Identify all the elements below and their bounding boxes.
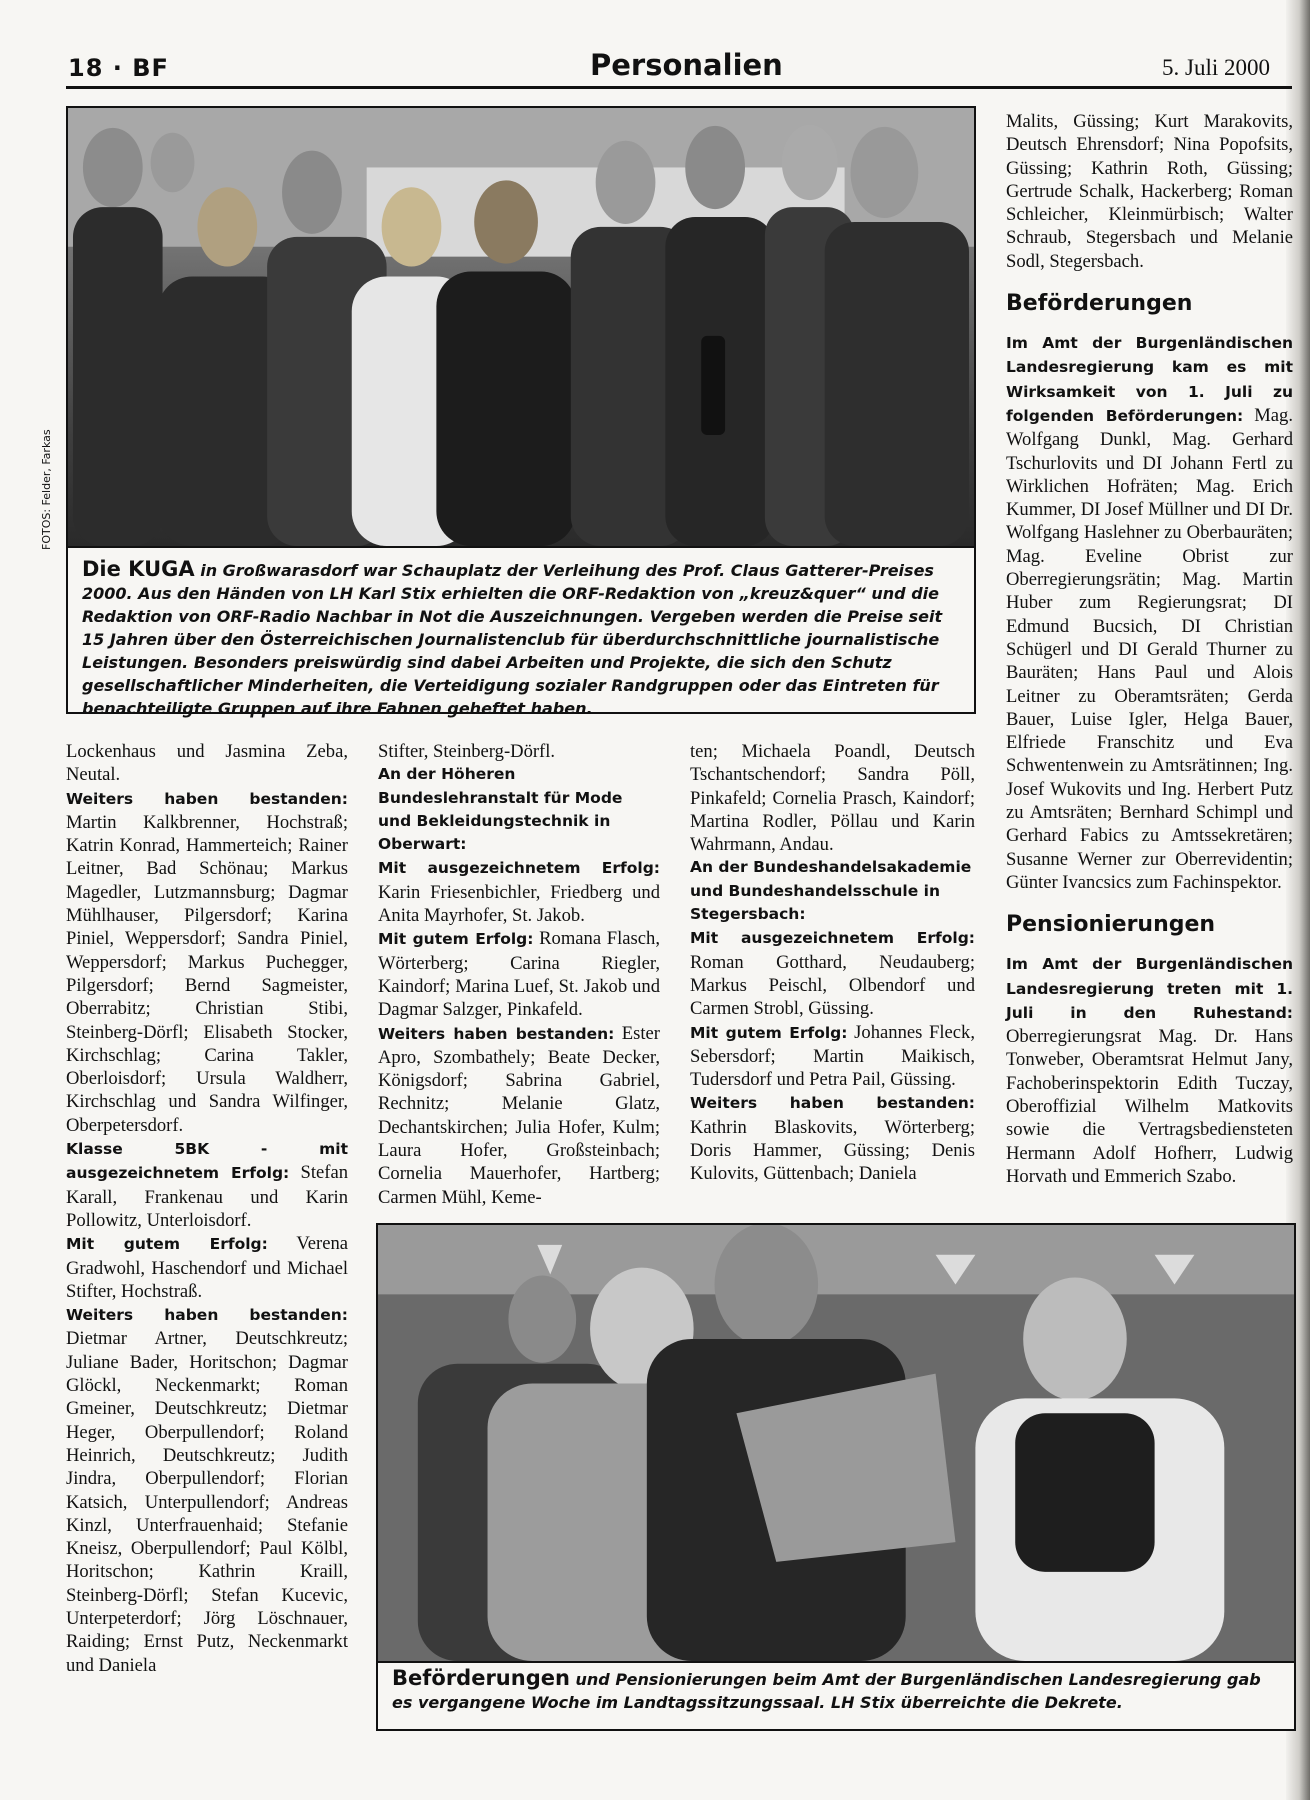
caption-lead: Die KUGA	[82, 557, 195, 581]
school-heading: An der Bundeshandelsakademie und Bundeshandelsschule in Stegersbach:	[690, 858, 972, 924]
paragraph-lead: Mit gutem Erfolg:	[66, 1235, 268, 1254]
paragraph-text: Johannes Fleck, Sebersdorf; Martin Maikisch, Tudersdorf und Petra Pail, Güssing.	[690, 1021, 976, 1091]
paragraph	[378, 856, 660, 927]
paragraph: Stifter, Steinberg-Dörfl.	[378, 741, 556, 762]
issue-date: 5. Juli 2000	[1162, 55, 1270, 80]
caption-lead: Beförderungen	[392, 1666, 570, 1690]
paragraph	[1006, 331, 1293, 894]
paragraph-lead: Im Amt der Burgenländischen Landesregierung treten mit 1. Juli in den Ruhestand:	[1006, 955, 1293, 1022]
paragraph-text: Ester Apro, Szombathely; Beate Decker, Königsdorf; Sabrina Gabriel, Rechnitz; Melanie Glatz, Dechantskirchen; Julia Hofer, Kulm; Laura Hofer, Großsteinbach; Cornelia Mauerhofer, Hartberg; Carmen Mühl, Keme-	[378, 1022, 661, 1208]
group-photo-caption	[66, 548, 976, 718]
handshake-photo-illustration	[378, 1225, 1294, 1661]
caption-text: in Großwarasdorf war Schauplatz der Verleihung des Prof. Claus Gatterer-Preises 2000. Aus den Händen von LH Karl Stix erhielten die ORF-Redaktion von „kreuz&quer“ und die Redaktion von ORF-Radio Nachbar in Not die Auszeichnungen. Vergeben werden die Preise seit 15 Jahren über den Österreichischen Journalistenclub für überdurchschnittliche journalistische Leistungen. Besonders preiswürdig sind dabei Arbeiten und Projekte, die sich den Schutz gesellschaftlicher Minderheiten, die Verteidigung sozialer Randgruppen oder das Eintreten für benachteiligte Gruppen auf ihre Fahnen geheftet haben.	[82, 561, 943, 718]
paragraph-text: Mag. Wolfgang Dunkl, Mag. Gerhard Tschurlovits und DI Johann Fertl zu Wirklichen Hofräten; Mag. Erich Kummer, DI Josef Müllner und DI Dr. Wolfgang Haslehner zu Oberbauräten; Mag. Eveline Obrist zur Oberregierungsrätin; Mag. Martin Huber zum Regierungsrat; DI Edmund Bucsich, DI Christian Schügerl und DI Gerald Thurner zu Bauräten; Hans Paul und Alois Leitner zu Oberamtsräten; Gerda Bauer, Luise Igler, Helga Bauer, Elfriede Franschitz und Eva Schwentenwein zu Amtsrätinnen; Ing. Josef Wukovits und Ing. Herbert Putz zu Amtsräten; Bernhard Schimpl und Gerhard Fabics zu Amtssekretären; Susanne Werner zur Oberrevidentin; Günter Ivancsics zum Fachinspektor.	[1006, 404, 1293, 893]
photo-credit: FOTOS: Felder, Farkas	[40, 429, 53, 550]
paragraph-lead: Mit ausgezeichnetem Erfolg:	[690, 929, 975, 948]
paragraph	[690, 926, 975, 1020]
paragraph-lead: Klasse 5BK - mit ausgezeichnetem Erfolg:	[66, 1140, 348, 1183]
paragraph-lead: Weiters haben bestanden:	[378, 1024, 615, 1043]
section-heading-befoerderungen: Beförderungen	[1006, 291, 1193, 317]
paragraph-text: Stefan Karall, Frankenau und Karin Pollowitz, Unterloisdorf.	[66, 1162, 348, 1231]
paragraph-text: Verena Gradwohl, Haschendorf und Michael Stifter, Hochstraß.	[66, 1233, 348, 1302]
paragraph-text: Kathrin Blaskovits, Wörterberg; Doris Hammer, Güssing; Denis Kulovits, Güttenbach; Daniela	[690, 1116, 975, 1185]
paragraph-lead: Im Amt der Burgenländischen Landesregierung kam es mit Wirksamkeit von 1. Juli zu folgenden Beförderungen:	[1006, 334, 1293, 425]
paragraph-text: Martin Kalkbrenner, Hochstraß; Katrin Konrad, Hammerteich; Rainer Leitner, Bad Schönau; Markus Magedler, Lutzmannsburg; Dagmar Mühlhauser, Pilgersdorf; Karina Piniel, Weppersdorf; Sandra Piniel, Weppersdorf; Markus Puchegger, Pilgersdorf; Bernd Sagmeister, Oberrabitz; Christian Stibi, Steinberg-Dörfl; Elisabeth Stocker, Kirchschlag; Carina Takler, Oberloisdorf; Ursula Waldherr, Kirchschlag und Sandra Wilfinger, Oberpetersdorf.	[66, 811, 348, 1136]
header-rule	[66, 86, 1292, 89]
paragraph	[690, 1091, 975, 1185]
section-title: Personalien	[590, 48, 783, 82]
paragraph-text: Karin Friesenbichler, Friedberg und Anita Mayrhofer, St. Jakob.	[378, 881, 660, 927]
paragraph	[690, 1021, 975, 1092]
paragraph-lead: Weiters haben bestanden:	[690, 1094, 975, 1113]
paragraph	[66, 787, 348, 1137]
paragraph-lead: Weiters haben bestanden:	[66, 1306, 348, 1325]
paragraph-text: Oberregierungsrat Mag. Dr. Hans Tonweber, Oberamtsrat Helmut Jany, Fachoberinspektorin Edith Tuczay, Oberoffizial Wilhelm Matkovits sowie die Vertragsbediensteten Hermann Adolf Hofherr, Ludwig Horvath und Emmerich Szabo.	[1006, 1026, 1293, 1187]
section-heading-pensionierungen: Pensionierungen	[1006, 912, 1216, 938]
page-number: 18 · BF	[68, 54, 169, 82]
paragraph-lead: Mit gutem Erfolg:	[690, 1023, 848, 1042]
paragraph-text: Romana Flasch, Wörterberg; Carina Riegler, Kaindorf; Marina Luef, St. Jakob und Dagmar Salzger, Pinkafeld.	[378, 928, 660, 1021]
paragraph-lead: Mit gutem Erfolg:	[378, 930, 534, 949]
paragraph-lead: Weiters haben bestanden:	[66, 789, 348, 808]
group-photo	[66, 106, 976, 548]
text-column-3	[690, 740, 975, 1186]
handshake-photo	[376, 1223, 1296, 1663]
paragraph: Malits, Güssing; Kurt Marakovits, Deutsch Ehrensdorf; Nina Popofsits, Güssing; Kathrin Roth, Güssing; Gertrude Schalk, Hackerberg; Roman Schleicher, Kleinmürbisch; Walter Schraub, Stegersbach und Melanie Sodl, Stegersbach.	[1006, 111, 1293, 272]
school-heading: An der Höheren Bundeslehranstalt für Mode und Bekleidungstechnik in Oberwart:	[378, 765, 623, 854]
paragraph: ten; Michaela Poandl, Deutsch Tschantschendorf; Sandra Pöll, Pinkafeld; Cornelia Prasch, Kaindorf; Martina Rodler, Pöllau und Karin Wahrmann, Andau.	[690, 741, 975, 856]
handshake-photo-caption	[376, 1663, 1296, 1731]
paragraph-text: Roman Gotthard, Neudauberg; Markus Peischl, Olbendorf und Carmen Strobl, Güssing.	[690, 951, 975, 1020]
text-column-1	[66, 740, 348, 1677]
text-column-4	[1006, 110, 1293, 1188]
caption-text: und Pensionierungen beim Amt der Burgenländischen Landesregierung gab es vergangene Woche im Landtagssitzungssaal. LH Stix überreichte die Dekrete.	[392, 1670, 1261, 1712]
paragraph	[378, 927, 660, 1021]
paragraph	[378, 1022, 660, 1209]
text-column-2	[378, 740, 660, 1209]
paragraph: Lockenhaus und Jasmina Zeba, Neutal.	[66, 741, 348, 786]
paragraph-text: Dietmar Artner, Deutschkreutz; Juliane Bader, Horitschon; Dagmar Glöckl, Neckenmarkt; Roman Gmeiner, Deutschkreutz; Dietmar Heger, Oberpullendorf; Roland Heinrich, Deutschkreutz; Judith Jindra, Oberpullendorf; Florian Katsich, Unterpullendorf; Andreas Kinzl, Unterfrauenhaid; Stefanie Kneisz, Oberpullendorf; Paul Kölbl, Horitschon; Kathrin Kraill, Steinberg-Dörfl; Stefan Kucevic, Unterpeterdorf; Jörg Löschnauer, Raiding; Ernst Putz, Neckenmarkt und Daniela	[66, 1328, 348, 1676]
group-photo-illustration	[68, 108, 974, 546]
paragraph-lead: Mit ausgezeichnetem Erfolg:	[378, 859, 660, 878]
paragraph	[1006, 952, 1293, 1188]
paragraph	[66, 1303, 348, 1677]
paragraph	[66, 1232, 348, 1303]
paragraph	[66, 1137, 348, 1232]
